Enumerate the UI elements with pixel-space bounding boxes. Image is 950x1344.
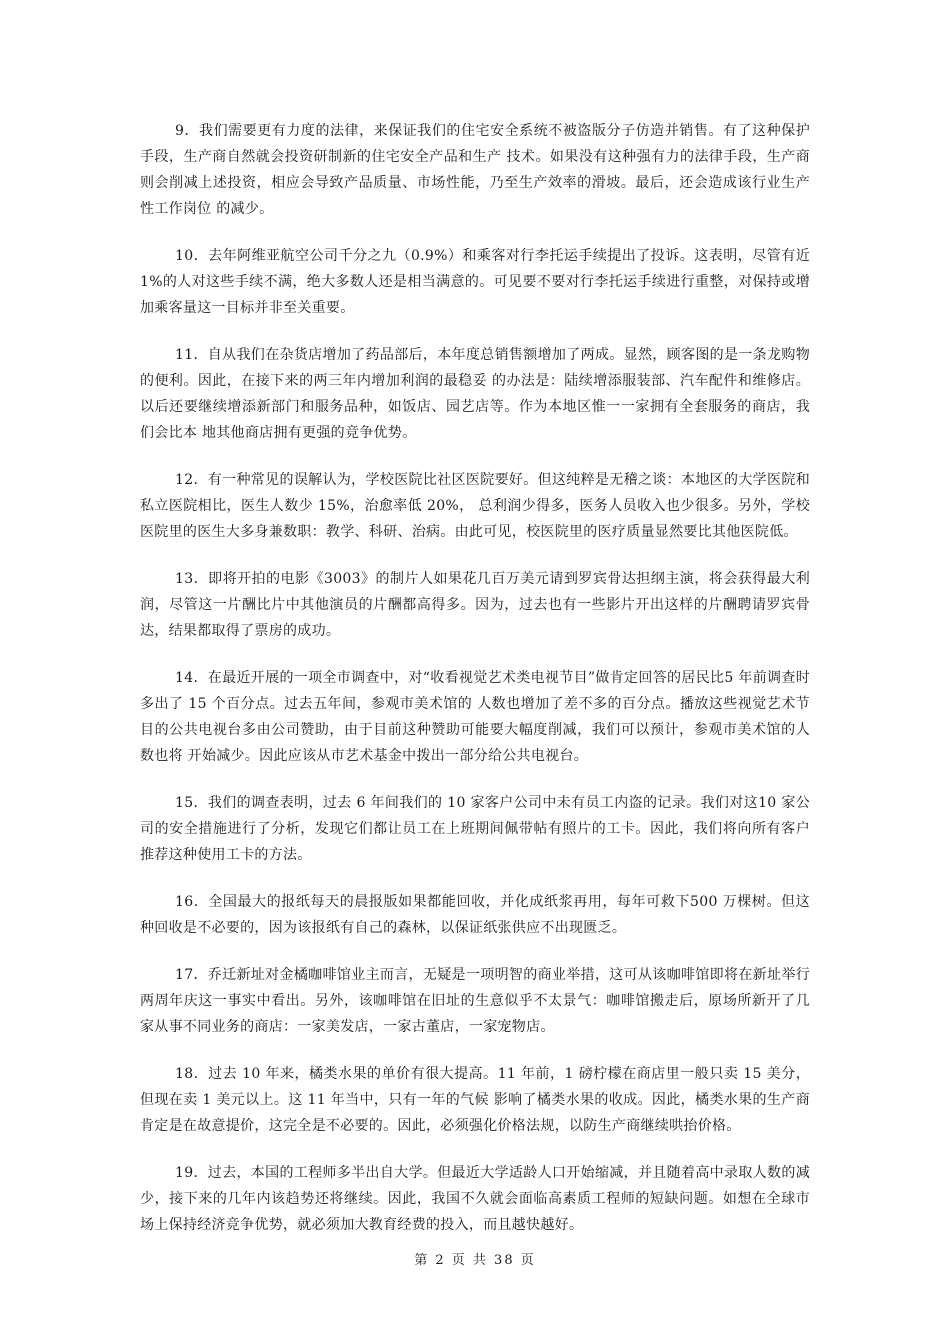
paragraph-item-13: 13．即将开拍的电影《3003》的制片人如果花几百万美元请到罗宾骨达担纲主演，将会获得最大利润，尽管这一片酬比片中其他演员的片酬都高得多。因为，过去也有一些影片开出这样的片酬聘请罗宾骨达，结果都取得了票房的成功。 [140,571,810,639]
paragraph-item-10: 10．去年阿维亚航空公司千分之九（0.9%）和乘客对行李托运手续提出了投诉。这表明，尽管有近 1%的人对这些手续不满，绝大多数人还是相当满意的。可见要不要对行李托运手续进行重整，对保持或增加乘客量这一目标并非至关重要。 [140,248,810,316]
paragraph-item-11: 11．自从我们在杂货店增加了药品部后，本年度总销售额增加了两成。显然，顾客图的是一条龙购物的便利。因此，在接下来的两三年内增加利润的最稳妥 的办法是：陆续增添服装部、汽车配件和维修店。以后还要继续增添新部门和服务品种，如饭店、园艺店等。作为本地区惟一一家拥有全套服务的商店，我们会比本 地其他商店拥有更强的竞争优势。 [140,347,810,441]
paragraph-item-9: 9．我们需要更有力度的法律，来保证我们的住宅安全系统不被盗版分子仿造并销售。有了这种保护手段，生产商自然就会投资研制新的住宅安全产品和生产 技术。如果没有这种强有力的法律手段，生产商则会削减上述投资，相应会导致产品质量、市场性能，乃至生产效率的滑坡。最后，还会造成该行业生产性工作岗位 的减少。 [140,123,810,217]
document-body [140,118,810,1259]
page-number-footer: 第 2 页 共 38 页 [414,1253,536,1268]
paragraph-item-14: 14．在最近开展的一项全市调查中，对“收看视觉艺术类电视节目”做肯定回答的居民比5 年前调查时多出了 15 个百分点。过去五年间，参观市美术馆的 人数也增加了差不多的百分点。播放这些视觉艺术节目的公共电视台多由公司赞助，由于目前这种赞助可能要大幅度削减，我们可以预计，参观市美术馆的人数也将 开始减少。因此应该从市艺术基金中拨出一部分给公共电视台。 [140,670,810,764]
paragraph-item-18: 18．过去 10 年来，橘类水果的单价有很大提高。11 年前，1 磅柠檬在商店里一般只卖 15 美分，但现在卖 1 美元以上。这 11 年当中，只有一年的气候 影响了橘类水果的收成。因此，橘类水果的生产商肯定是在故意提价，这完全是不必要的。因此，必须强化价格法规，以防生产商继续哄抬价格。 [140,1066,810,1134]
paragraph-item-16: 16．全国最大的报纸每天的晨报版如果都能回收，并化成纸浆再用，每年可救下500 万棵树。但这种回收是不必要的，因为该报纸有自己的森林，以保证纸张供应不出现匮乏。 [140,894,810,936]
paragraph-item-17: 17．乔迁新址对金橘咖啡馆业主而言，无疑是一项明智的商业举措，这可从该咖啡馆即将在新址举行两周年庆这一事实中看出。另外，该咖啡馆在旧址的生意似乎不太景气：咖啡馆搬走后，原场所新开了几家从事不同业务的商店：一家美发店，一家古董店，一家宠物店。 [140,967,810,1035]
paragraph-item-12: 12．有一种常见的误解认为，学校医院比社区医院要好。但这纯粹是无稽之谈：本地区的大学医院和私立医院相比，医生人数少 15%，治愈率低 20%， 总利润少得多，医务人员收入也少很多。另外，学校医院里的医生大多身兼数职：教学、科研、治病。由此可见，校医院里的医疗质量显然要比其他医院低。 [140,472,810,540]
paragraph-item-19: 19．过去，本国的工程师多半出自大学。但最近大学适龄人口开始缩减，并且随着高中录取人数的减少，接下来的几年内该趋势还将继续。因此，我国不久就会面临高素质工程师的短缺问题。如想在全球市场上保持经济竞争优势，就必须加大教育经费的投入，而且越快越好。 [140,1165,810,1233]
paragraph-item-15: 15．我们的调查表明，过去 6 年间我们的 10 家客户公司中未有员工内盗的记录。我们对这10 家公司的安全措施进行了分析，发现它们都让员工在上班期间佩带帖有照片的工卡。因此，我们将向所有客户推荐这种使用工卡的方法。 [140,795,810,863]
